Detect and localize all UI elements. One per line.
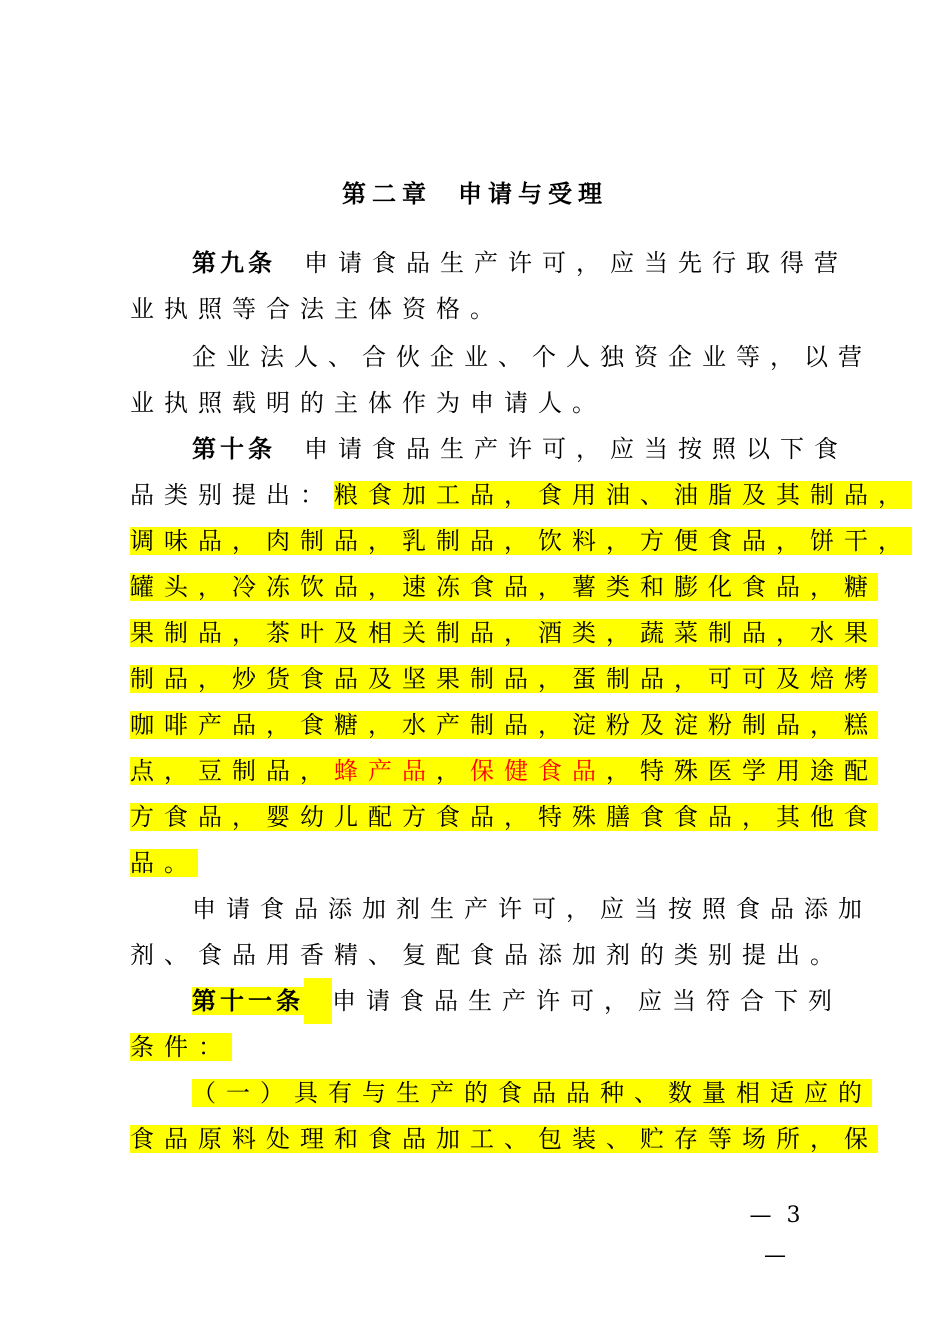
article-9-line-1 [192,240,848,286]
article-10-line-8-end: ，特殊医学用途配 [606,757,878,785]
article-10-line-9-text: 方食品，婴幼儿配方食品，特殊膳食食品，其他食 [130,803,878,831]
article-10-line-2 [130,472,912,518]
article-10-line-7 [130,702,878,748]
article-11-item-1-line-1-text: （一）具有与生产的食品品种、数量相适应的 [192,1079,872,1107]
article-10-line-8 [130,748,878,794]
article-10-line-7-text: 咖啡产品，食糖，水产制品，淀粉及淀粉制品，糕 [130,711,878,739]
article-10-line-3-text: 调味品，肉制品，乳制品，饮料，方便食品，饼干， [130,527,912,555]
article-10-para-2-line-2: 剂、食品用香精、复配食品添加剂的类别提出。 [130,941,844,969]
health-foods-red: 保健食品 [470,757,606,785]
article-11-text: 申请食品生产许可，应当符合下列 [332,987,842,1015]
article-10-line-6-text: 制品，炒货食品及坚果制品，蛋制品，可可及焙烤 [130,665,878,693]
article-10-line-3 [130,518,912,564]
article-11-item-1-line-1 [192,1070,872,1116]
article-10-line-10 [130,840,198,886]
article-10-text: 申请食品生产许可，应当按照以下食 [304,435,848,463]
chapter-name: 申请与受理 [458,180,608,208]
chapter-title [0,174,950,214]
article-10-line-9 [130,794,878,840]
article-10-line-1 [192,426,848,472]
article-11-line-2 [130,1024,232,1070]
article-10-line-8-comma: ， [436,757,470,785]
article-10-line-6 [130,656,878,702]
article-11-item-1-line-2 [130,1116,878,1162]
page-number: — 3 — [749,1203,805,1268]
article-11-line-2-text: 条件： [130,1033,232,1061]
article-10-line-4-text: 罐头，冷冻饮品，速冻食品，薯类和膨化食品，糖 [130,573,878,601]
article-10-line-2-prefix: 品类别提出： [130,481,334,509]
article-9-label: 第九条 [192,249,276,277]
article-10-line-10-text: 品。 [130,849,198,877]
article-9-para-2-line-1: 企业法人、合伙企业、个人独资企业等，以营 [192,343,872,371]
article-11-label: 第十一条 [192,987,304,1015]
article-9-line-2: 业执照等合法主体资格。 [130,295,504,323]
article-9-text: 申请食品生产许可，应当先行取得营 [304,249,848,277]
article-10-para-2-line-1: 申请食品添加剂生产许可，应当按照食品添加 [192,895,872,923]
article-10-line-8-start: 点，豆制品， [130,757,334,785]
article-10-line-4 [130,564,878,610]
chapter-number: 第二章 [342,180,432,208]
article-10-line-2-highlight: 粮食加工品，食用油、油脂及其制品， [334,481,912,509]
article-9-para-2-line-2: 业执照载明的主体作为申请人。 [130,389,606,417]
article-10-line-5 [130,610,878,656]
bee-products-red: 蜂产品 [334,757,436,785]
article-10-line-5-text: 果制品，茶叶及相关制品，酒类，蔬菜制品，水果 [130,619,878,647]
article-11-item-1-line-2-text: 食品原料处理和食品加工、包装、贮存等场所，保 [130,1125,878,1153]
article-11-line-1 [192,978,842,1024]
article-10-label: 第十条 [192,435,276,463]
